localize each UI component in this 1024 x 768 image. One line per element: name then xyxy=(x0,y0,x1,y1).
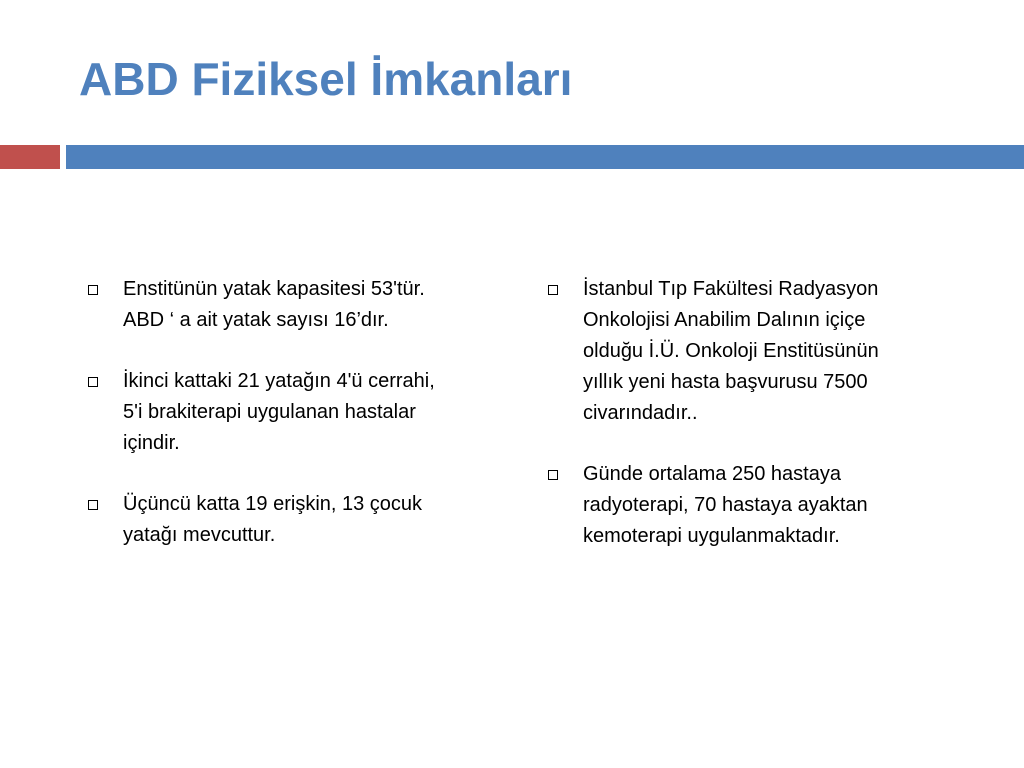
bullet-line: yatağı mevcuttur. xyxy=(123,524,276,546)
bullet-line: radyoterapi, 70 hastaya ayaktan xyxy=(583,494,868,516)
square-bullet-icon xyxy=(548,285,558,295)
bullet-line: İkinci kattaki 21 yatağın 4'ü cerrahi, xyxy=(123,370,435,392)
square-bullet-icon xyxy=(548,470,558,480)
bullet-line: civarındadır.. xyxy=(583,402,698,424)
bullet-line: olduğu İ.Ü. Onkoloji Enstitüsünün xyxy=(583,340,879,362)
bullet-item xyxy=(88,366,508,459)
bullet-item xyxy=(548,459,948,552)
title-divider-red-bar xyxy=(0,145,60,169)
bullet-line: İstanbul Tıp Fakültesi Radyasyon xyxy=(583,278,879,300)
square-bullet-icon xyxy=(88,285,98,295)
bullet-line: 5'i brakiterapi uygulanan hastalar xyxy=(123,401,416,423)
bullet-line: Üçüncü katta 19 erişkin, 13 çocuk xyxy=(123,493,423,515)
right-bullet-list xyxy=(548,274,948,582)
bullet-line: ABD ‘ a ait yatak sayısı 16’dır. xyxy=(123,309,389,331)
square-bullet-icon xyxy=(88,377,98,387)
bullet-line: Enstitünün yatak kapasitesi 53'tür. xyxy=(123,278,425,300)
bullet-line: içindir. xyxy=(123,432,180,454)
bullet-line: yıllık yeni hasta başvurusu 7500 xyxy=(583,371,868,393)
bullet-item xyxy=(88,489,508,551)
bullet-line: Günde ortalama 250 hastaya xyxy=(583,463,841,485)
bullet-item xyxy=(548,274,948,429)
square-bullet-icon xyxy=(88,500,98,510)
slide-title: ABD Fiziksel İmkanları xyxy=(79,53,573,105)
bullet-line: Onkolojisi Anabilim Dalının içiçe xyxy=(583,309,866,331)
left-bullet-list xyxy=(88,274,508,581)
bullet-line: kemoterapi uygulanmaktadır. xyxy=(583,525,840,547)
title-divider-blue-bar xyxy=(66,145,1024,169)
bullet-item xyxy=(88,274,508,336)
